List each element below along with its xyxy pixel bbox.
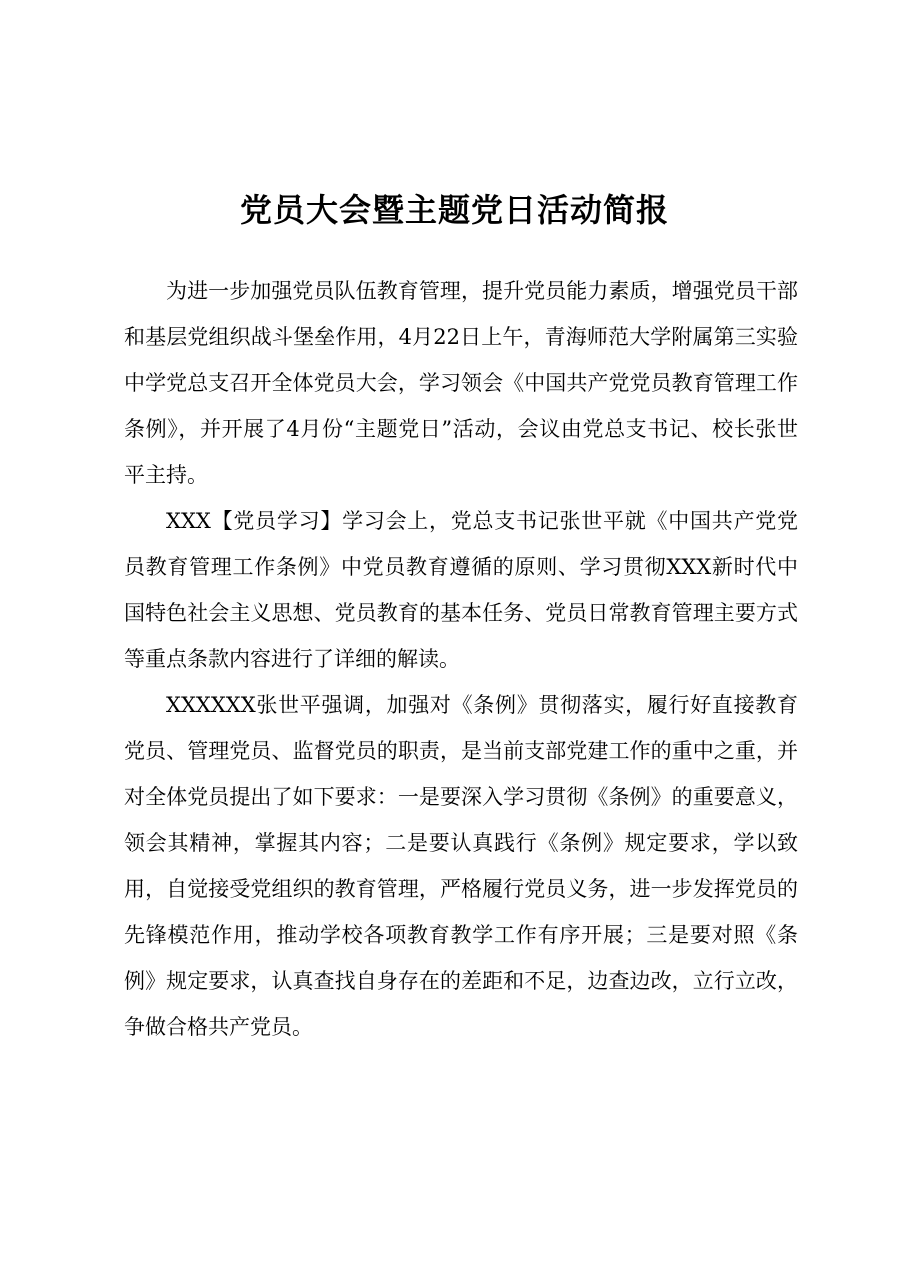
document-title: 党员大会暨主题党日活动简报 xyxy=(239,191,669,229)
paragraph-3: XXXXXX张世平强调，加强对《条例》贯彻落实，履行好直接教育党员、管理党员、监督党员的职责，是当前支部党建工作的重中之重，并对全体党员提出了如下要求：一是要深入学习贯彻《条例》的重要意义，领会其精神，掌握其内容；二是要认真践行《条例》规定要求，学以致用，自觉接受党组织的教育管理，严格履行党员义务，进一步发挥党员的先锋模范作用，推动学校各项教育教学工作有序开展；三是要对照《条例》规定要求，认真查找自身存在的差距和不足，边查边改，立行立改，争做合格共产党员。 xyxy=(124,693,798,1039)
paragraph-1: 为进一步加强党员队伍教育管理，提升党员能力素质，增强党员干部和基层党组织战斗堡垒作用，4月22日上午，青海师范大学附属第三实验中学党总支召开全体党员大会，学习领会《中国共产党党员教育管理工作条例》，并开展了4月份“主题党日”活动，会议由党总支书记、校长张世平主持。 xyxy=(124,279,798,487)
document-body xyxy=(124,268,798,1050)
paragraph-2: XXX【党员学习】学习会上，党总支书记张世平就《中国共产党党员教育管理工作条例》中党员教育遵循的原则、学习贯彻XXX新时代中国特色社会主义思想、党员教育的基本任务、党员日常教育管理主要方式等重点条款内容进行了详细的解读。 xyxy=(124,509,798,671)
